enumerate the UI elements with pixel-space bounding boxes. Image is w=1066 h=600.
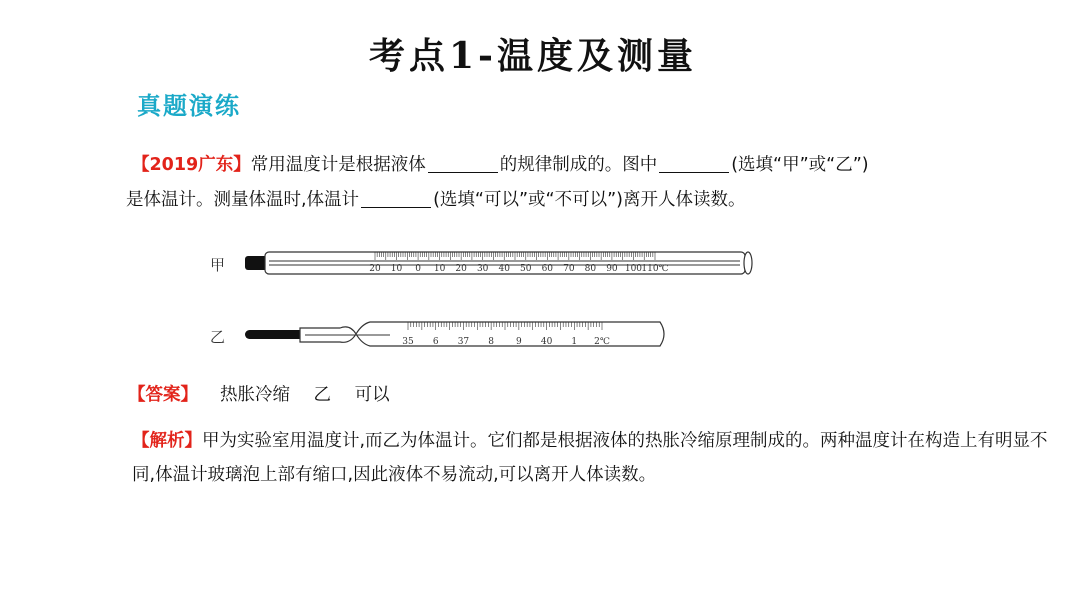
explanation bbox=[132, 424, 1057, 492]
question-part-3: (选填“甲”或“乙”) bbox=[731, 155, 869, 175]
answer-blank-3 bbox=[361, 189, 431, 208]
scale-label: 20 bbox=[369, 264, 381, 274]
scale-label: 10 bbox=[390, 264, 403, 274]
answer-text: 热胀冷缩 乙 可以 bbox=[220, 385, 390, 405]
thermometer-figure bbox=[200, 240, 770, 360]
scale-label: 20 bbox=[455, 264, 467, 274]
answer-tag: 【答案】 bbox=[128, 385, 198, 405]
thermometer-b bbox=[245, 322, 664, 347]
scale-label: 60 bbox=[541, 264, 554, 274]
scale-label: 2℃ bbox=[594, 337, 610, 347]
question-part-5: (选填“可以”或“不可以”)离开人体读数。 bbox=[433, 190, 746, 210]
scale-label: 40 bbox=[540, 337, 553, 347]
scale-label: 80 bbox=[584, 264, 597, 274]
thermometer-a-label: 甲 bbox=[210, 256, 226, 274]
explanation-tag: 【解析】 bbox=[132, 431, 202, 451]
scale-label: 30 bbox=[476, 264, 489, 274]
answer-blank-2 bbox=[659, 154, 729, 173]
question-source: 【2019广东】 bbox=[132, 155, 251, 175]
thermometer-b-label: 乙 bbox=[210, 328, 226, 346]
scale-label: 6 bbox=[432, 337, 439, 347]
scale-label: 9 bbox=[515, 337, 522, 347]
scale-label: 37 bbox=[457, 337, 470, 347]
question-part-2: 的规律制成的。图中 bbox=[499, 155, 658, 175]
scale-label: 35 bbox=[402, 337, 414, 347]
question-part-4: 是体温计。测量体温时,体温计 bbox=[126, 190, 360, 210]
page-title: 考点1-温度及测量 bbox=[369, 35, 697, 77]
scale-label: 100 bbox=[624, 264, 643, 274]
section-subtitle: 真题演练 bbox=[137, 91, 241, 120]
scale-label: 0 bbox=[415, 264, 421, 274]
answer-blank-1 bbox=[428, 154, 498, 173]
question-text bbox=[126, 148, 1032, 218]
scale-label: 8 bbox=[488, 337, 495, 347]
explanation-text: 甲为实验室用温度计,而乙为体温计。它们都是根据液体的热胀冷缩原理制成的。两种温度计在构造上有明显不同,体温计玻璃泡上部有缩口,因此液体不易流动,可以离开人体读数。 bbox=[132, 431, 1048, 485]
scale-label: 1 bbox=[571, 337, 578, 347]
scale-label: 40 bbox=[498, 264, 510, 274]
scale-label: 110℃ bbox=[641, 264, 669, 274]
scale-label: 10 bbox=[433, 264, 446, 274]
scale-label: 90 bbox=[606, 264, 618, 274]
thermometer-a bbox=[245, 252, 752, 274]
answer-row bbox=[128, 380, 390, 410]
scale-label: 50 bbox=[520, 264, 532, 274]
scale-label: 70 bbox=[563, 264, 575, 274]
question-part-1: 常用温度计是根据液体 bbox=[250, 155, 426, 175]
